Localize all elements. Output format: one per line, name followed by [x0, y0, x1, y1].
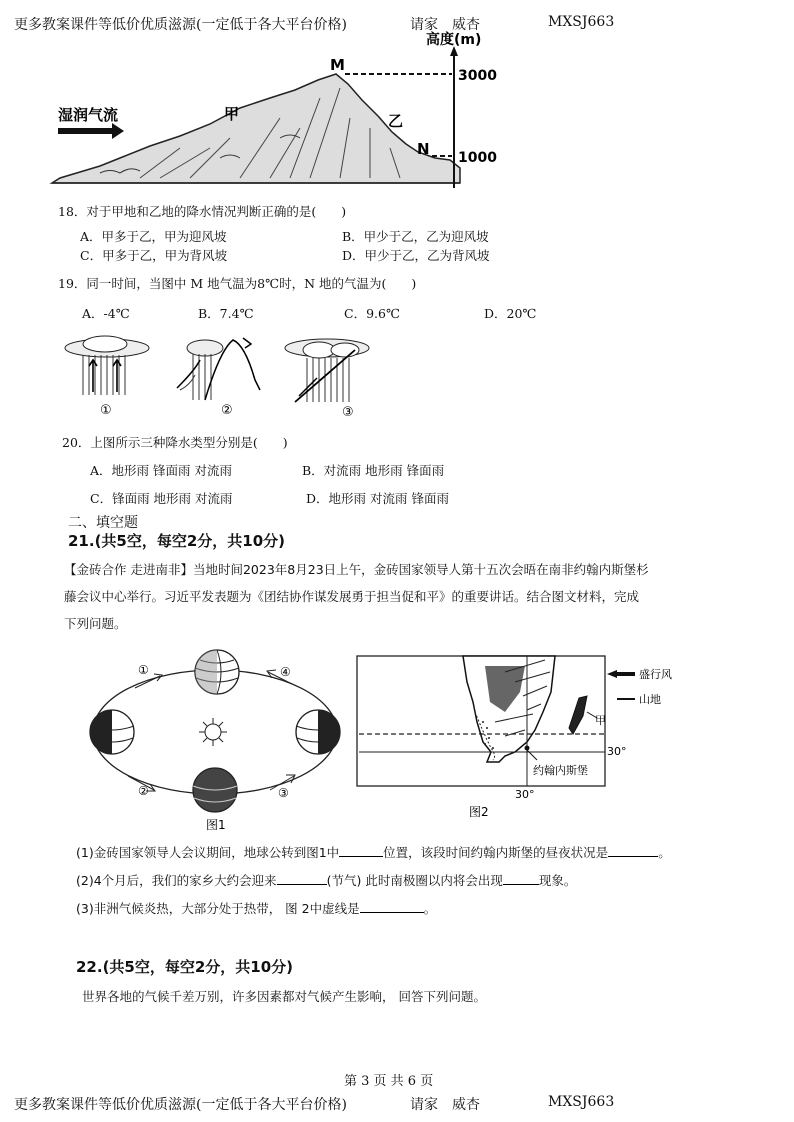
- airflow-arrow-icon: [58, 123, 124, 139]
- earth-left: [90, 710, 134, 754]
- blank-2[interactable]: [608, 856, 658, 857]
- q18-option-c: C．甲多于乙，甲为背风坡: [80, 248, 228, 263]
- blank-5[interactable]: [360, 912, 424, 913]
- q20-option-a: A．地形雨 锋面雨 对流雨: [90, 463, 232, 478]
- convection-rain-diagram: [65, 336, 149, 418]
- lon-label: 30°: [515, 788, 535, 801]
- tick-1000: 1000: [458, 150, 497, 166]
- label-jia: 甲: [224, 105, 240, 123]
- q21-sub1: (1)金砖国家领导人会议期间，地球公转到图1中 位置，该段时间约翰内斯堡的昼夜状况是 。: [76, 845, 671, 860]
- q22-intro: 世界各地的气候千差万别，许多因素都对气候产生影响， 回答下列问题。: [82, 989, 486, 1004]
- blank-1[interactable]: [339, 856, 383, 857]
- q19-stem: 19．同一时间，当图中 M 地气温为8℃时，N 地的气温为( ): [58, 276, 417, 291]
- q21-intro-line1: 【金砖合作 走进南非】当地时间2023年8月23日上午，金砖国家领导人第十五次会晤在南非约翰内斯堡杉: [64, 562, 649, 577]
- rain-label-1: ①: [100, 403, 112, 418]
- q19-option-a: A．-4℃: [82, 306, 130, 321]
- q21-intro-line2: 藤会议中心举行。习近平发表题为《团结协作谋发展勇于担当促和平》的重要讲话。结合图文材料，完成: [64, 589, 640, 604]
- rain-label-3: ③: [342, 405, 354, 420]
- figure1-earth-orbit: [80, 640, 355, 835]
- earth-right: [296, 710, 340, 754]
- earth-bottom: [193, 768, 237, 812]
- section-title: 二、填空题: [68, 515, 138, 531]
- blank-4[interactable]: [503, 884, 539, 885]
- q21-sub2: (2)4个月后，我们的家乡大约会迎来 (节气) 此时南极圈以内将会出现 现象。: [76, 873, 577, 888]
- legend-wind-label: 盛行风: [639, 668, 672, 681]
- figure2-map: [355, 652, 672, 822]
- q20-option-c: C．锋面雨 地形雨 对流雨: [90, 491, 233, 506]
- label-yi: 乙: [388, 112, 404, 130]
- prevailing-wind-arrow-icon: [607, 670, 635, 678]
- orbit-arrow-4: ④: [280, 665, 291, 679]
- orbit-arrow-1: ①: [138, 663, 149, 677]
- q18-stem: 18．对于甲地和乙地的降水情况判断正确的是( ): [58, 204, 347, 219]
- axis-title: 高度(m): [426, 32, 482, 48]
- q19-option-c: C．9.6℃: [344, 306, 400, 321]
- page-number: 第 3 页 共 6 页: [344, 1074, 434, 1089]
- q21-intro-line3: 下列问题。: [64, 616, 127, 631]
- label-m: M: [330, 56, 345, 74]
- q19-option-d: D．20℃: [484, 306, 537, 321]
- earth-top: [195, 650, 239, 694]
- frontal-rain-diagram: [285, 339, 369, 420]
- q18-option-b: B．甲少于乙，乙为迎风坡: [342, 229, 489, 244]
- header-contact: 请家 威杏: [410, 17, 480, 33]
- lat-label: 30°: [607, 745, 627, 758]
- q18-option-d: D．甲少于乙，乙为背风坡: [342, 248, 490, 263]
- orbit-arrow-2: ②: [138, 784, 149, 798]
- blank-3[interactable]: [277, 884, 327, 885]
- header-code: MXSJ663: [548, 14, 615, 30]
- header-source-text: 更多教案课件等低价优质滋源(一定低于各大平台价格): [14, 17, 347, 33]
- footer-source-text: 更多教案课件等低价优质滋源(一定低于各大平台价格): [14, 1097, 347, 1113]
- footer-code: MXSJ663: [548, 1094, 615, 1110]
- tick-3000: 3000: [458, 68, 497, 84]
- figure2-caption: 图2: [469, 805, 489, 819]
- q21-title: 21.(共5空，每空2分，共10分): [68, 532, 286, 550]
- label-jia-map: 甲: [595, 714, 606, 727]
- airflow-label: 湿润气流: [58, 106, 119, 124]
- orbit-arrow-3: ③: [278, 786, 289, 800]
- orographic-rain-diagram: [177, 338, 260, 418]
- rain-types-figure: [55, 330, 385, 425]
- johannesburg-marker: [525, 746, 530, 751]
- q18-option-a: A．甲多于乙，甲为迎风坡: [80, 229, 227, 244]
- label-n: N: [417, 140, 430, 158]
- q20-option-d: D．地形雨 对流雨 锋面雨: [306, 491, 449, 506]
- q22-title: 22.(共5空，每空2分，共10分): [76, 958, 294, 976]
- city-label: 约翰内斯堡: [533, 764, 588, 777]
- q20-option-b: B．对流雨 地形雨 锋面雨: [302, 463, 445, 478]
- footer-contact: 请家 威杏: [410, 1097, 480, 1113]
- q19-option-b: B．7.4℃: [198, 306, 254, 321]
- sun-icon: [199, 718, 227, 746]
- rain-label-2: ②: [221, 403, 233, 418]
- legend-mountain-label: 山地: [639, 693, 661, 706]
- mountain-figure: [40, 28, 510, 193]
- q20-stem: 20．上图所示三种降水类型分别是( ): [62, 435, 288, 450]
- q21-sub3: (3)非洲气候炎热，大部分处于热带， 图 2中虚线是 。: [76, 901, 437, 916]
- figure1-caption: 图1: [206, 818, 226, 832]
